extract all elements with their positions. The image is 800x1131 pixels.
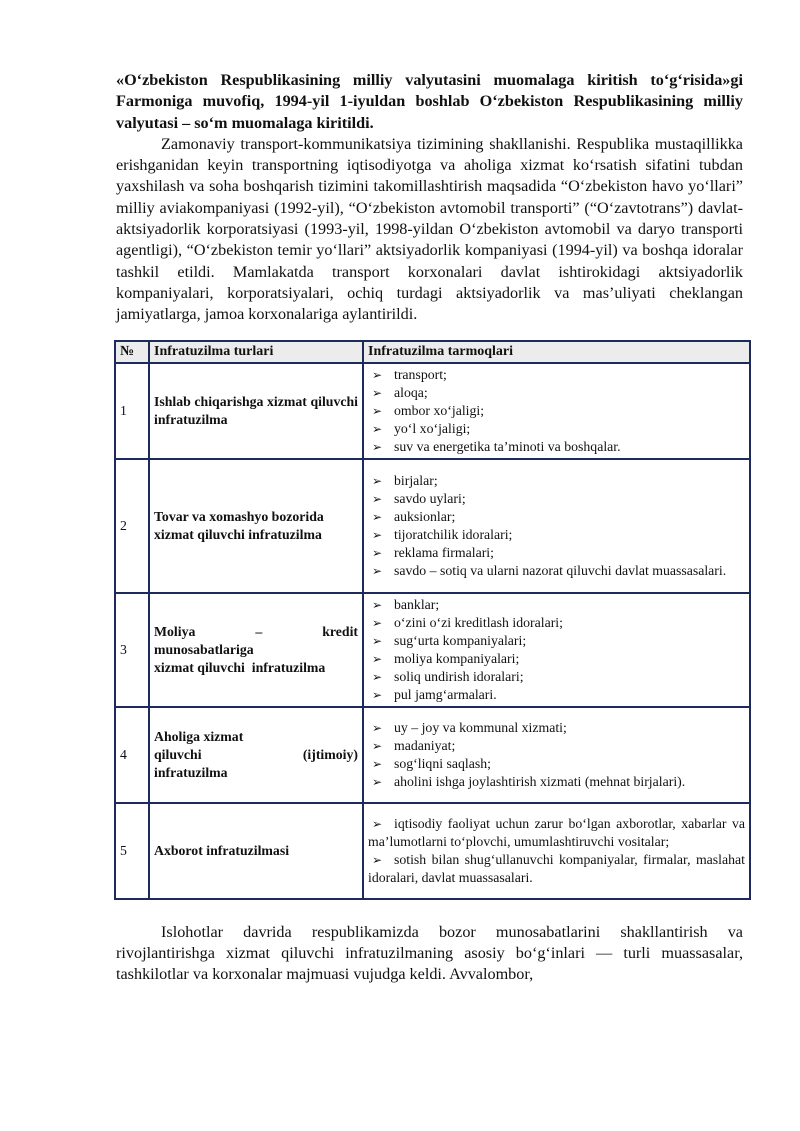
type-label-line: infratuzilma <box>154 764 228 780</box>
header-number: № <box>115 341 149 363</box>
infrastructure-networks <box>363 459 750 593</box>
arrow-bullet-icon: ➢ <box>372 421 383 436</box>
row-number: 1 <box>115 363 149 459</box>
arrow-bullet-icon: ➢ <box>372 527 383 542</box>
arrow-bullet-icon: ➢ <box>372 774 383 789</box>
header-types: Infratuzilma turlari <box>149 341 363 363</box>
list-item: ➢ auksionlar; <box>368 508 745 526</box>
list-item: ➢ pul jamg‘armalari. <box>368 686 745 704</box>
list-item: ➢ moliya kompaniyalari; <box>368 650 745 668</box>
infrastructure-networks <box>363 593 750 707</box>
type-label-line: xizmat qiluvchi infratuzilma <box>154 659 326 675</box>
infrastructure-networks <box>363 363 750 459</box>
document-page <box>116 70 743 985</box>
arrow-bullet-icon: ➢ <box>372 738 383 753</box>
type-label-line: Aholiga xizmat <box>154 728 244 744</box>
list-item: ➢ sog‘liqni saqlash; <box>368 755 745 773</box>
list-item: ➢ iqtisodiy faoliyat uchun zarur bo‘lgan axborotlar, xabarlar va ma’lumotlarni to‘plovchi, umumlashtiruvchi vositalar; <box>368 815 745 849</box>
arrow-bullet-icon: ➢ <box>372 367 383 382</box>
type-label-line: munosabatlariga <box>154 641 254 657</box>
arrow-bullet-icon: ➢ <box>372 756 383 771</box>
arrow-bullet-icon: ➢ <box>372 816 383 831</box>
infrastructure-networks <box>363 803 750 899</box>
list-item: ➢ aloqa; <box>368 384 745 402</box>
list-item: ➢ o‘zini o‘zi kreditlash idoralari; <box>368 614 745 632</box>
list-item: ➢ sotish bilan shug‘ullanuvchi kompaniyalar, firmalar, maslahat idoralari, davlat muassasalari. <box>368 851 745 885</box>
infrastructure-type <box>149 803 363 899</box>
infrastructure-type <box>149 459 363 593</box>
list-item: ➢ uy – joy va kommunal xizmati; <box>368 719 745 737</box>
list-item: ➢ soliq undirish idoralari; <box>368 668 745 686</box>
infrastructure-networks <box>363 707 750 803</box>
header-networks: Infratuzilma tarmoqlari <box>363 341 750 363</box>
arrow-bullet-icon: ➢ <box>372 509 383 524</box>
arrow-bullet-icon: ➢ <box>372 439 383 454</box>
list-item: ➢ yo‘l xo‘jaligi; <box>368 420 745 438</box>
arrow-bullet-icon: ➢ <box>372 633 383 648</box>
list-item: ➢ savdo – sotiq va ularni nazorat qiluvchi davlat muassasalari. <box>368 562 745 580</box>
table-row <box>115 593 750 707</box>
arrow-bullet-icon: ➢ <box>372 852 383 867</box>
row-number: 2 <box>115 459 149 593</box>
arrow-bullet-icon: ➢ <box>372 597 383 612</box>
row-number: 3 <box>115 593 149 707</box>
list-item: ➢ transport; <box>368 366 745 384</box>
list-item: ➢ sug‘urta kompaniyalari; <box>368 632 745 650</box>
transport-paragraph: Zamonaviy transport-kommunikatsiya tizimining shakllanishi. Respublika mustaqillikka erishganidan keyin transportning iqtisodiyotga va aholiga xizmat ko‘rsatish sifatini tubdan yaxshilash va soha boshqarish tizimini takomillashtirish maqsadida “O‘zbekiston havo yo‘llari” milliy aviakompaniyasi (1992-yil), “O‘zbekiston avtomobil transporti” (“O‘zavtotrans”) davlat-aktsiyadorlik korporatsiyasi (1993-yil, 1998-yildan O‘zbekiston avtomobil va daryo transporti agentligi), “O‘zbekiston temir yo‘llari” aktsiyadorlik kompaniyasi (1994-yil) va boshqa idoralar tashkil etildi. Mamlakatda transport korxonalari davlat ishtirokidagi aktsiyadorlik kompaniyalari, korporatsiyalari, ochiq turdagi aktsiyadorlik va mas’uliyati cheklangan jamiyatlarga, jamoa korxonalariga aylantirildi. <box>116 134 743 324</box>
arrow-bullet-icon: ➢ <box>372 687 383 702</box>
type-label: Axborot infratuzilmasi <box>154 842 290 858</box>
arrow-bullet-icon: ➢ <box>372 669 383 684</box>
arrow-bullet-icon: ➢ <box>372 563 383 578</box>
infrastructure-type <box>149 593 363 707</box>
infrastructure-type <box>149 707 363 803</box>
table-row <box>115 803 750 899</box>
list-item: ➢ reklama firmalari; <box>368 544 745 562</box>
type-label-line: qiluvchi (ijtimoiy) <box>154 746 358 762</box>
type-label-line: Moliya – kredit <box>154 623 358 639</box>
list-item: ➢ savdo uylari; <box>368 490 745 508</box>
arrow-bullet-icon: ➢ <box>372 720 383 735</box>
type-label: Ishlab chiqarishga xizmat qiluvchi infratuzilma <box>154 393 358 427</box>
row-number: 5 <box>115 803 149 899</box>
arrow-bullet-icon: ➢ <box>372 385 383 400</box>
table-row <box>115 459 750 593</box>
table-header-row <box>115 341 750 363</box>
infrastructure-type <box>149 363 363 459</box>
table-row <box>115 363 750 459</box>
list-item: ➢ tijoratchilik idoralari; <box>368 526 745 544</box>
row-number: 4 <box>115 707 149 803</box>
intro-bold-paragraph: «O‘zbekiston Respublikasining milliy valyutasini muomalaga kiritish to‘g‘risida»gi Farmoniga muvofiq, 1994-yil 1-iyuldan boshlab O‘zbekiston Respublikasining milliy valyutasi – so‘m muomalaga kiritildi. <box>116 71 743 132</box>
arrow-bullet-icon: ➢ <box>372 651 383 666</box>
arrow-bullet-icon: ➢ <box>372 403 383 418</box>
type-label: Tovar va xomashyo bozorida xizmat qiluvchi infratuzilma <box>154 508 324 542</box>
list-item: ➢ suv va energetika ta’minoti va boshqalar. <box>368 438 745 456</box>
arrow-bullet-icon: ➢ <box>372 615 383 630</box>
arrow-bullet-icon: ➢ <box>372 545 383 560</box>
reforms-paragraph: Islohotlar davrida respublikamizda bozor munosabatlarini shakllantirish va rivojlantirishga xizmat qiluvchi infratuzilmaning asosiy bo‘g‘inlari — turli muassasalar, tashkilotlar va korxonalar majmuasi vujudga keldi. Avvalombor, <box>116 922 743 984</box>
list-item: ➢ madaniyat; <box>368 737 745 755</box>
arrow-bullet-icon: ➢ <box>372 473 383 488</box>
arrow-bullet-icon: ➢ <box>372 491 383 506</box>
list-item: ➢ ombor xo‘jaligi; <box>368 402 745 420</box>
table-row <box>115 707 750 803</box>
list-item: ➢ aholini ishga joylashtirish xizmati (mehnat birjalari). <box>368 773 745 791</box>
list-item: ➢ birjalar; <box>368 472 745 490</box>
list-item: ➢ banklar; <box>368 596 745 614</box>
infrastructure-table <box>114 340 751 900</box>
